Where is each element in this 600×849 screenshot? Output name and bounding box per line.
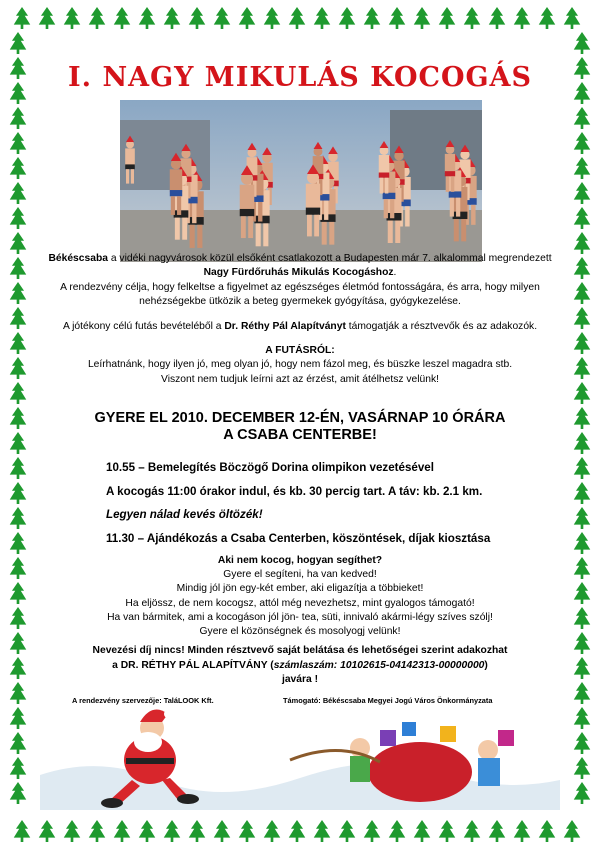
intro-text: a vidéki nagyvárosok közül elsőként csatlakozott a Budapesten már 7. alkalommal megrendezett — [107, 253, 552, 264]
charity-text: A jótékony célú futás bevételéből a — [62, 320, 225, 332]
tree-icon — [10, 57, 27, 79]
intro-paragraph-2: A rendezvény célja, hogy felkeltse a figyelmet az egészséges életmód fontosságára, és arra, hogy milyen nehézségekbe ütközik a beteg gyermekek gyógyítása, gyógykezelése. — [60, 281, 540, 308]
tree-icon — [164, 7, 181, 29]
schedule-run: A kocogás 11:00 órakor indul, és kb. 30 percig tart. A táv: kb. 2.1 km. — [106, 484, 483, 498]
fee-line-3: javára ! — [281, 674, 319, 685]
tree-icon — [10, 232, 27, 254]
event-announcement — [40, 410, 560, 444]
tree-icon — [89, 820, 106, 842]
tree-icon — [10, 457, 27, 479]
tree-icon — [39, 820, 56, 842]
tree-icon — [10, 532, 27, 554]
tree-icon — [574, 582, 591, 604]
tree-icon — [10, 32, 27, 54]
tree-icon — [10, 132, 27, 154]
tree-icon — [10, 207, 27, 229]
fee-line-1: Nevezési díj nincs! Minden résztvevő saját belátása és lehetőségei szerint adakozhat — [92, 645, 508, 656]
intro-paragraph-3 — [40, 320, 560, 334]
tree-icon — [574, 82, 591, 104]
tree-icon — [574, 557, 591, 579]
tree-icon — [574, 407, 591, 429]
tree-icon — [10, 582, 27, 604]
tree-icon — [574, 732, 591, 754]
tree-icon — [574, 382, 591, 404]
help-heading: Aki nem kocog, hogyan segíthet? — [217, 555, 383, 566]
help-line: Ha van bármitek, ami a kocogáson jól jön- tea, süti, innivaló akármi-légy szíves szólj! — [107, 611, 493, 623]
tree-icon — [114, 7, 131, 29]
schedule-note: Legyen nálad kevés öltözék! — [106, 508, 263, 521]
tree-icon — [574, 707, 591, 729]
help-line: Mindig jól jön egy-két ember, aki eligazítja a többieket! — [176, 583, 424, 595]
tree-icon — [564, 820, 581, 842]
tree-icon — [10, 282, 27, 304]
tree-icon — [314, 7, 331, 29]
runners-photo — [120, 100, 482, 262]
tree-icon — [214, 7, 231, 29]
event-name: Nagy Fürdőruhás Mikulás Kocogáshoz — [203, 267, 394, 279]
tree-icon — [10, 782, 27, 804]
tree-icon — [264, 820, 281, 842]
about-heading: A FUTÁSRÓL: — [265, 345, 335, 357]
tree-icon — [64, 7, 81, 29]
schedule-warmup: 10.55 – Bemelegítés Böczögő Dorina olimpikon vezetésével — [106, 461, 434, 474]
tree-icon — [574, 332, 591, 354]
paren-close: ) — [484, 659, 488, 671]
tree-icon — [139, 7, 156, 29]
tree-icon — [439, 820, 456, 842]
foundation-label: a DR. RÉTHY PÁL ALAPÍTVÁNY ( — [112, 659, 274, 671]
tree-icon — [10, 357, 27, 379]
tree-icon — [10, 257, 27, 279]
tree-icon — [10, 632, 27, 654]
tree-icon — [10, 432, 27, 454]
tree-icon — [10, 757, 27, 779]
tree-icon — [574, 232, 591, 254]
tree-icon — [339, 7, 356, 29]
tree-icon — [574, 207, 591, 229]
tree-icon — [289, 820, 306, 842]
tree-icon — [10, 482, 27, 504]
tree-icon — [389, 7, 406, 29]
tree-icon — [574, 57, 591, 79]
tree-icon — [389, 820, 406, 842]
tree-icon — [574, 757, 591, 779]
tree-icon — [574, 132, 591, 154]
tree-icon — [574, 257, 591, 279]
tree-icon — [214, 820, 231, 842]
tree-icon — [574, 457, 591, 479]
tree-icon — [364, 7, 381, 29]
tree-icon — [574, 357, 591, 379]
city-name: Békéscsaba — [48, 253, 108, 264]
tree-icon — [414, 7, 431, 29]
tree-icon — [574, 632, 591, 654]
schedule — [106, 458, 546, 552]
tree-icon — [574, 307, 591, 329]
intro-section — [40, 252, 560, 387]
tree-icon — [10, 657, 27, 679]
tree-icon — [10, 707, 27, 729]
about-line-1: Leírhatnánk, hogy ilyen jó, meg olyan jó, hogy nem fázol meg, és büszke leszel magadra stb. — [87, 359, 513, 371]
tree-icon — [189, 820, 206, 842]
tree-icon — [239, 7, 256, 29]
fee-section — [40, 644, 560, 688]
sponsor-credit: Támogató: Békéscsaba Megyei Jogú Város Önkormányzata — [283, 696, 493, 705]
help-line: Gyere el közönségnek és mosolyogj velünk! — [199, 626, 401, 638]
tree-icon — [539, 820, 556, 842]
tree-icon — [414, 820, 431, 842]
tree-icon — [14, 820, 31, 842]
tree-icon — [164, 820, 181, 842]
tree-icon — [574, 157, 591, 179]
tree-icon — [574, 282, 591, 304]
help-line: Ha eljössz, de nem kocogsz, attól még nevezhetsz, mint gyalogos támogató! — [125, 597, 475, 609]
tree-icon — [564, 7, 581, 29]
tree-icon — [464, 7, 481, 29]
santa-illustration — [40, 700, 560, 810]
tree-icon — [314, 820, 331, 842]
tree-icon — [514, 820, 531, 842]
account-number: számlaszám: 10102615-04142313-00000000 — [273, 659, 485, 671]
page-title: I. NAGY MIKULÁS KOCOGÁS — [68, 62, 532, 93]
event-date-line: GYERE EL 2010. DECEMBER 12-ÉN, VASÁRNAP 10 ÓRÁRA — [94, 410, 506, 426]
schedule-gifts: 11.30 – Ajándékozás a Csaba Centerben, köszöntések, díjak kiosztása — [106, 531, 491, 545]
tree-icon — [574, 182, 591, 204]
tree-icon — [539, 7, 556, 29]
tree-icon — [339, 820, 356, 842]
tree-icon — [264, 7, 281, 29]
tree-icon — [64, 820, 81, 842]
tree-icon — [239, 820, 256, 842]
organizer-credit: A rendezvény szervezője: TaláLOOK Kft. — [72, 696, 214, 705]
tree-icon — [574, 107, 591, 129]
tree-icon — [574, 32, 591, 54]
help-section — [40, 554, 560, 639]
about-line-2: Viszont nem tudjuk leírni azt az érzést, amit átélhetsz velünk! — [161, 373, 439, 385]
tree-icon — [574, 657, 591, 679]
tree-icon — [10, 507, 27, 529]
tree-icon — [139, 820, 156, 842]
tree-icon — [10, 407, 27, 429]
fee-line-2 — [40, 659, 560, 674]
tree-icon — [514, 7, 531, 29]
tree-icon — [464, 820, 481, 842]
tree-icon — [10, 107, 27, 129]
intro-paragraph-1 — [40, 252, 560, 281]
tree-icon — [10, 382, 27, 404]
event-venue-line: A CSABA CENTERBE! — [223, 427, 377, 443]
tree-icon — [574, 782, 591, 804]
tree-icon — [10, 82, 27, 104]
foundation-name: Dr. Réthy Pál Alapítványt — [224, 320, 346, 332]
tree-icon — [574, 432, 591, 454]
tree-icon — [489, 7, 506, 29]
tree-icon — [574, 507, 591, 529]
tree-icon — [574, 532, 591, 554]
tree-icon — [89, 7, 106, 29]
tree-icon — [10, 732, 27, 754]
tree-icon — [489, 820, 506, 842]
tree-icon — [574, 482, 591, 504]
poster — [40, 40, 560, 810]
tree-icon — [10, 157, 27, 179]
tree-icon — [439, 7, 456, 29]
tree-icon — [189, 7, 206, 29]
tree-icon — [364, 820, 381, 842]
tree-icon — [39, 7, 56, 29]
help-line: Gyere el segíteni, ha van kedved! — [223, 569, 377, 581]
tree-icon — [289, 7, 306, 29]
tree-icon — [10, 332, 27, 354]
tree-icon — [14, 7, 31, 29]
tree-icon — [114, 820, 131, 842]
tree-icon — [10, 557, 27, 579]
tree-icon — [574, 607, 591, 629]
tree-icon — [574, 682, 591, 704]
tree-icon — [10, 307, 27, 329]
intro-text-end: . — [393, 267, 397, 279]
tree-icon — [10, 607, 27, 629]
charity-text-end: támogatják a résztvevők és az adakozók. — [345, 320, 538, 332]
tree-icon — [10, 182, 27, 204]
tree-icon — [10, 682, 27, 704]
